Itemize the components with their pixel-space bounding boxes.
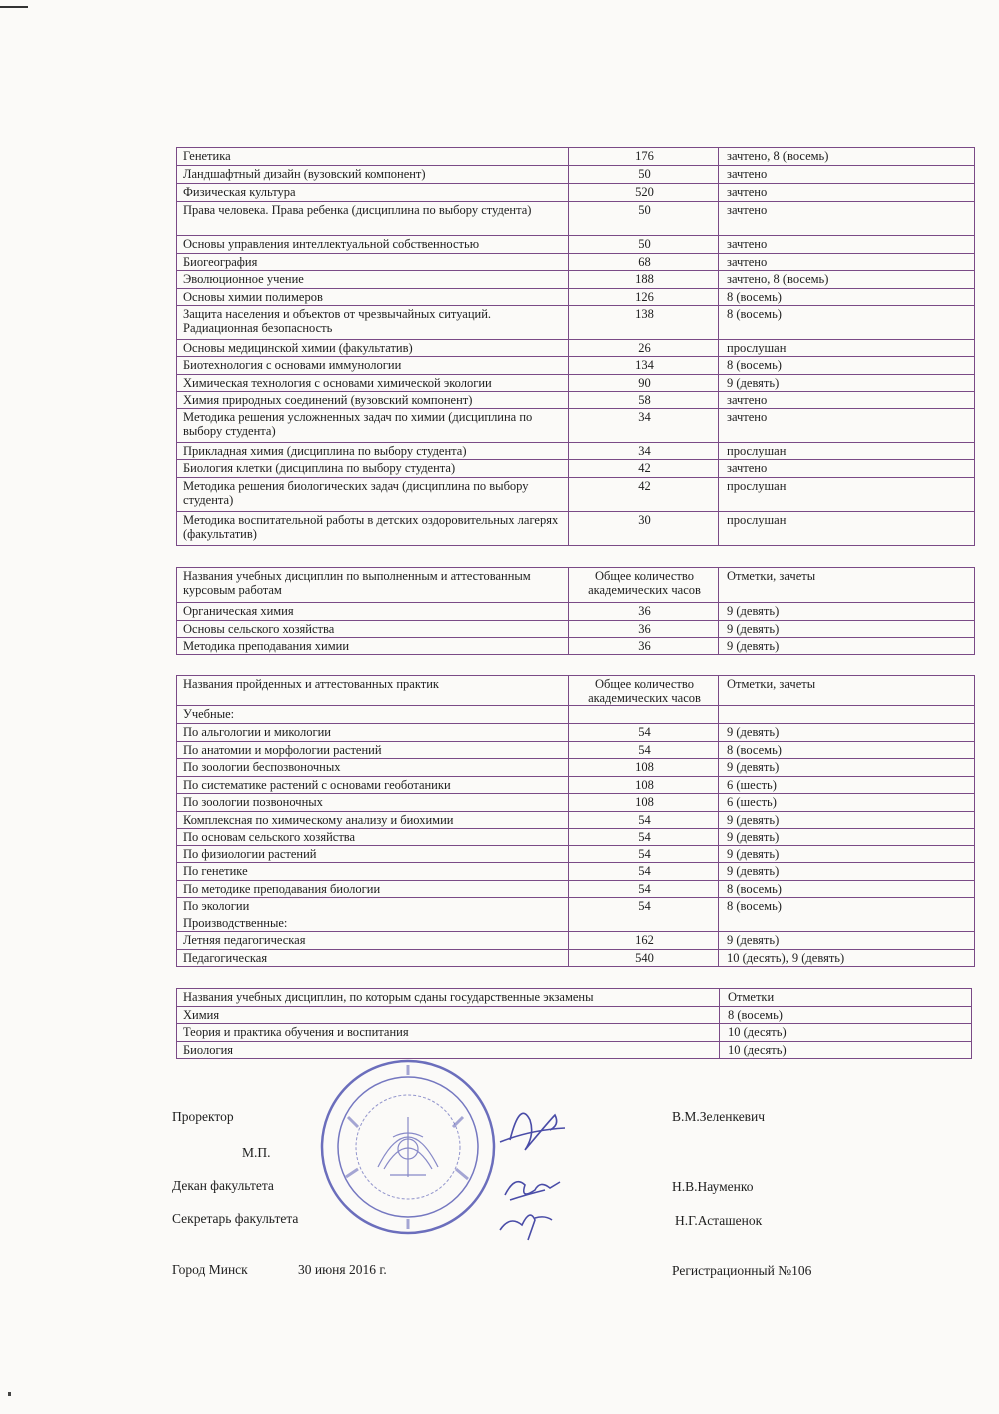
official-seal-icon [318,1057,498,1237]
cell-name: Химия [177,1007,720,1024]
cell-hours: 36 [569,638,719,655]
prorector-name: В.М.Зеленкевич [672,1109,766,1124]
cell-mark: 10 (десять), 9 (девять) [719,950,975,967]
practice-header-mark: Отметки, зачеты [719,676,975,706]
cell-name: Ландшафтный дизайн (вузовский компонент) [177,166,569,184]
table-row [177,236,975,254]
cell-mark: 9 (девять) [719,759,975,777]
section-label-production: Производственные: [177,915,569,932]
cell-hours: 54 [569,846,719,863]
table-row [177,777,975,794]
cell-mark: 9 (девять) [719,724,975,742]
table-row [177,375,975,392]
table-row [177,271,975,289]
cell-mark: 8 (восемь) [719,881,975,898]
table-row [177,306,975,340]
coursework-header-hours: Общее количество академических часов [569,568,719,603]
table-row [177,340,975,357]
table-row [177,166,975,184]
practice-section-educational [177,706,975,724]
practice-section-production [177,915,975,932]
table-row [177,148,975,166]
cell-mark: 9 (девять) [719,375,975,392]
cell-name: Методика воспитательной работы в детских оздоровительных лагерях (факультатив) [177,512,569,546]
cell-name: Физическая культура [177,184,569,202]
cell-mark: 8 (восемь) [720,1007,972,1024]
cell-mark: зачтено [719,254,975,271]
cell-name: Основы медицинской химии (факультатив) [177,340,569,357]
cell-name: Химическая технология с основами химической экологии [177,375,569,392]
cell-mark: 8 (восемь) [719,306,975,340]
cell-name: Методика преподавания химии [177,638,569,655]
cell-mark: 8 (восемь) [719,357,975,375]
cell-hours: 108 [569,777,719,794]
cell-mark: 10 (десять) [720,1024,972,1042]
table-row [177,289,975,306]
table-row [177,881,975,898]
table-row [177,1042,972,1059]
cell-mark: зачтено [719,236,975,254]
cell-name: Прикладная химия (дисциплина по выбору студента) [177,443,569,460]
coursework-header-mark: Отметки, зачеты [719,568,975,603]
cell-hours: 68 [569,254,719,271]
cell-hours: 36 [569,603,719,621]
cell-mark: прослушан [719,340,975,357]
cell-hours: 108 [569,794,719,812]
cell-hours: 54 [569,881,719,898]
cell-name: Биотехнология с основами иммунологии [177,357,569,375]
table-row [177,202,975,236]
cell-mark: 9 (девять) [719,846,975,863]
cell-hours: 54 [569,812,719,829]
cell-hours: 26 [569,340,719,357]
cell-hours: 126 [569,289,719,306]
city-label: Город Минск [172,1262,248,1277]
cell-hours: 162 [569,932,719,950]
table-row [177,950,975,967]
cell-name: Биология клетки (дисциплина по выбору студента) [177,460,569,478]
cell-mark: 8 (восемь) [719,742,975,759]
cell-mark: прослушан [719,443,975,460]
cell-hours: 34 [569,409,719,443]
table-row [177,829,975,846]
table-row [177,478,975,512]
cell-name: Теория и практика обучения и воспитания [177,1024,720,1042]
cell-hours: 90 [569,375,719,392]
cell-mark: 9 (девять) [719,863,975,881]
cell-mark: 6 (шесть) [719,794,975,812]
practice-header-name: Названия пройденных и аттестованных практик [177,676,569,706]
cell-mark: 9 (девять) [719,829,975,846]
cell-mark: зачтено [719,392,975,409]
table-row [177,742,975,759]
dean-name: Н.В.Науменко [672,1179,754,1194]
table-row [177,759,975,777]
cell-hours: 520 [569,184,719,202]
coursework-header-name: Названия учебных дисциплин по выполненным и аттестованным курсовым работам [177,568,569,603]
cell-name: Основы химии полимеров [177,289,569,306]
cell-hours: 54 [569,724,719,742]
table-row [177,603,975,621]
section-label-educational: Учебные: [177,706,569,724]
cell-name: Биогеография [177,254,569,271]
cell-hours: 176 [569,148,719,166]
issue-date: 30 июня 2016 г. [298,1262,387,1277]
cell-mark: зачтено [719,166,975,184]
cell-name: По экологии [177,898,569,915]
cell-name: Права человека. Права ребенка (дисциплина по выбору студента) [177,202,569,236]
cell-name: Генетика [177,148,569,166]
cell-name: Химия природных соединений (вузовский компонент) [177,392,569,409]
scan-dot-mark [8,1392,11,1396]
table-row [177,460,975,478]
cell-hours: 54 [569,863,719,881]
handwritten-signatures-icon [480,1090,580,1250]
cell-mark: 8 (восемь) [719,898,975,915]
cell-hours: 138 [569,306,719,340]
prorector-title: Проректор [172,1109,234,1124]
table-row [177,254,975,271]
cell-hours: 188 [569,271,719,289]
cell-name: Комплексная по химическому анализу и биохимии [177,812,569,829]
cell-mark: 9 (девять) [719,603,975,621]
table-row [177,512,975,546]
coursework-table [176,567,975,655]
table-row [177,638,975,655]
cell-mark: зачтено [719,409,975,443]
exams-header-mark: Отметки [720,989,972,1007]
cell-hours: 54 [569,829,719,846]
table-row [177,1007,972,1024]
cell-name: По анатомии и морфологии растений [177,742,569,759]
cell-name: По физиологии растений [177,846,569,863]
cell-name: По зоологии позвоночных [177,794,569,812]
cell-mark: зачтено, 8 (восемь) [719,148,975,166]
exams-header-name: Названия учебных дисциплин, по которым сданы государственные экзамены [177,989,720,1007]
cell-hours: 50 [569,166,719,184]
cell-hours: 54 [569,898,719,915]
cell-name: Летняя педагогическая [177,932,569,950]
cell-name: По методике преподавания биологии [177,881,569,898]
practice-table [176,675,975,967]
cell-mark: 8 (восемь) [719,289,975,306]
cell-hours: 42 [569,460,719,478]
cell-name: Основы сельского хозяйства [177,621,569,638]
cell-hours: 50 [569,202,719,236]
cell-mark: 6 (шесть) [719,777,975,794]
cell-hours: 108 [569,759,719,777]
cell-name: По основам сельского хозяйства [177,829,569,846]
cell-mark: зачтено [719,460,975,478]
scan-corner-mark [0,6,28,8]
table-row [177,863,975,881]
practice-header-hours: Общее количество академических часов [569,676,719,706]
cell-mark: 10 (десять) [720,1042,972,1059]
cell-mark: 9 (девять) [719,812,975,829]
table-row [177,898,975,915]
exams-header-row [177,989,972,1007]
cell-name: Биология [177,1042,720,1059]
table-row [177,409,975,443]
practice-header-row [177,676,975,706]
table-row [177,443,975,460]
cell-hours: 42 [569,478,719,512]
cell-name: Эволюционное учение [177,271,569,289]
exams-table [176,988,972,1059]
table-row [177,621,975,638]
cell-mark: 9 (девять) [719,621,975,638]
cell-name: По альгологии и микологии [177,724,569,742]
cell-name: Методика решения усложненных задач по химии (дисциплина по выбору студента) [177,409,569,443]
table-row [177,184,975,202]
cell-name: По зоологии беспозвоночных [177,759,569,777]
cell-mark: прослушан [719,512,975,546]
cell-hours: 34 [569,443,719,460]
cell-mark: 9 (девять) [719,932,975,950]
cell-mark: зачтено, 8 (восемь) [719,271,975,289]
secretary-title: Секретарь факультета [172,1211,299,1226]
cell-hours: 36 [569,621,719,638]
cell-hours: 134 [569,357,719,375]
cell-hours: 58 [569,392,719,409]
secretary-name: Н.Г.Асташенок [675,1213,763,1228]
cell-mark: прослушан [719,478,975,512]
registration-number: Регистрационный №106 [672,1263,812,1278]
table-row [177,724,975,742]
cell-name: Педагогическая [177,950,569,967]
table-row [177,846,975,863]
cell-name: Защита населения и объектов от чрезвычайных ситуаций. Радиационная безопасность [177,306,569,340]
cell-hours: 30 [569,512,719,546]
cell-mark: зачтено [719,202,975,236]
table-row [177,794,975,812]
cell-mark: 9 (девять) [719,638,975,655]
cell-hours: 50 [569,236,719,254]
table-row [177,812,975,829]
cell-name: По систематике растений с основами геоботаники [177,777,569,794]
cell-name: Основы управления интеллектуальной собственностью [177,236,569,254]
grades-table [176,147,975,546]
table-row [177,1024,972,1042]
cell-hours: 54 [569,742,719,759]
table-row [177,932,975,950]
dean-title: Декан факультета [172,1178,274,1193]
cell-name: По генетике [177,863,569,881]
table-row [177,392,975,409]
mp-label: М.П. [242,1145,271,1160]
cell-name: Методика решения биологических задач (дисциплина по выбору студента) [177,478,569,512]
cell-mark: зачтено [719,184,975,202]
coursework-header-row [177,568,975,603]
cell-hours: 540 [569,950,719,967]
table-row [177,357,975,375]
cell-name: Органическая химия [177,603,569,621]
